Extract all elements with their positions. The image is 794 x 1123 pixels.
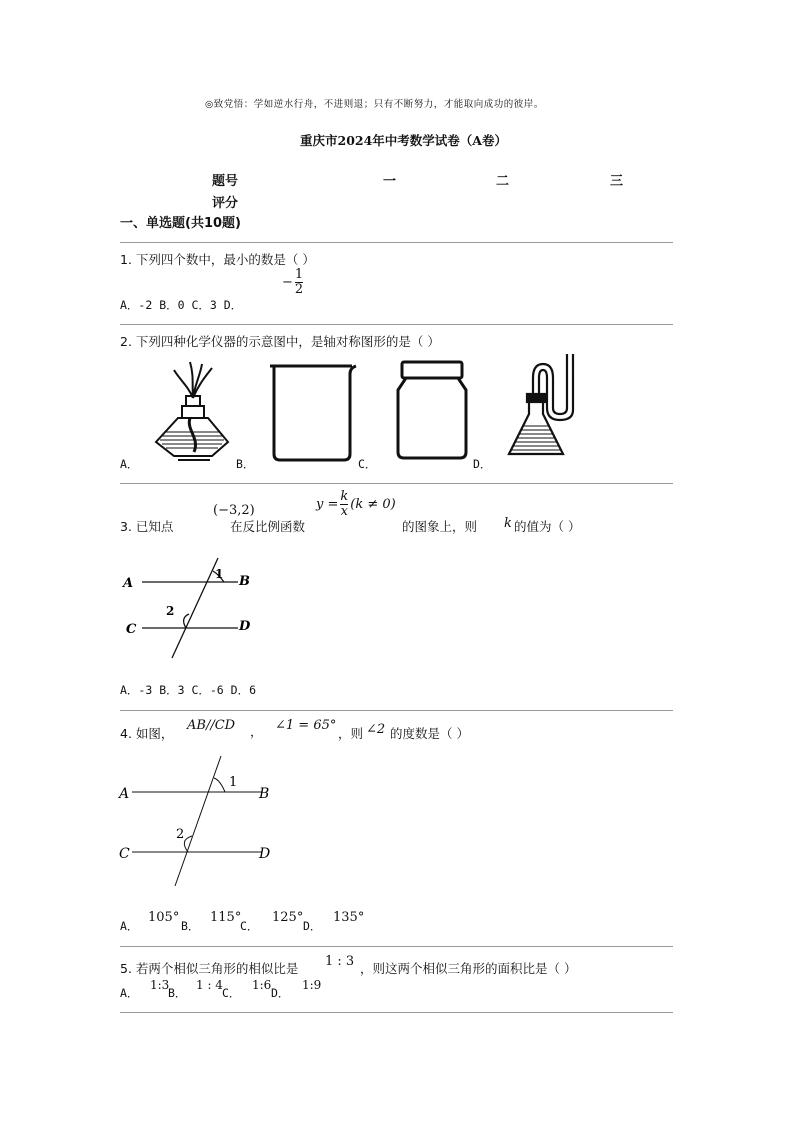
divider — [120, 483, 673, 484]
question-4-condition-2: ∠1 = 65° — [275, 718, 337, 733]
flask-with-tube-figure — [503, 350, 583, 464]
function-condition: (k ≠ 0) — [350, 496, 396, 512]
question-5-option-d: 1:9 — [302, 978, 322, 992]
alcohol-lamp-figure — [150, 356, 240, 464]
question-4-separator: ， — [250, 724, 263, 739]
question-4-stem-a: 4. 如图， — [120, 726, 174, 741]
function-lhs: y = — [316, 496, 339, 512]
figure-label-a: A — [119, 786, 130, 802]
reagent-bottle-figure — [392, 358, 472, 464]
figure-label-d: D — [259, 846, 271, 862]
question-3-stem-b: 在反比例函数 — [230, 519, 306, 534]
question-4-angle: ∠2 — [366, 722, 386, 737]
question-2-stem: 2. 下列四种化学仪器的示意图中，是轴对称图形的是（ ） — [120, 334, 440, 349]
question-5-option-a: 1:3 — [150, 978, 170, 992]
figure-label-c: C — [126, 622, 137, 637]
question-3-stem-d: 的值为（ ） — [514, 519, 581, 534]
figure-label-d: D — [239, 619, 251, 634]
score-table-row-label-score: 评分 — [212, 196, 239, 211]
question-2-label-d: D． — [473, 457, 492, 471]
question-3-stem-c: 的图象上，则 — [402, 519, 478, 534]
function-numerator: k — [340, 489, 349, 504]
parallel-lines-figure — [112, 754, 282, 890]
question-5-ratio: 1 : 3 — [325, 954, 355, 969]
figure-label-b: B — [259, 786, 270, 802]
question-3-point: (−3,2) — [213, 503, 255, 518]
question-5-option-d-letter: D． — [271, 986, 290, 1000]
question-5-stem-b: ，则这两个相似三角形的面积比是（ ） — [360, 961, 577, 976]
motto: ◎致党悟：学如逆水行舟，不进则退；只有不断努力，才能取向成功的彼岸。 — [205, 99, 544, 110]
divider — [120, 946, 673, 947]
question-2-label-c: C． — [358, 457, 377, 471]
question-4-option-d-letter: D． — [303, 919, 322, 933]
question-3-stem-a: 3. 已知点 — [120, 519, 174, 534]
fraction-sign: − — [282, 274, 293, 290]
figure-label-a: A — [123, 576, 134, 591]
question-5-option-c-letter: C． — [222, 986, 241, 1000]
question-4-option-d: 135° — [333, 910, 365, 925]
question-4-option-a: 105° — [148, 910, 180, 925]
angle-label-1: 1 — [229, 775, 238, 790]
score-table-col-3: 三 — [610, 174, 624, 189]
question-1-stem: 1. 下列四个数中，最小的数是（ ） — [120, 252, 315, 267]
question-4-option-a-letter: A． — [120, 919, 139, 933]
divider — [120, 324, 673, 325]
divider — [120, 242, 673, 243]
divider — [120, 710, 673, 711]
question-5-option-b: 1 : 4 — [196, 978, 223, 992]
divider — [120, 1012, 673, 1013]
score-table-col-2: 二 — [496, 174, 510, 189]
angle-label-2: 2 — [166, 604, 175, 618]
question-4-stem-c: 的度数是（ ） — [390, 726, 469, 741]
fraction-numerator: 1 — [294, 267, 304, 282]
question-5-option-a-letter: A． — [120, 986, 139, 1000]
question-1-options: A．-2 B．0 C．3 D． — [120, 298, 243, 312]
question-4-option-c-letter: C． — [240, 919, 259, 933]
fraction-denominator: 2 — [294, 281, 304, 297]
question-4-option-b: 115° — [210, 910, 242, 925]
function-denominator: x — [340, 503, 348, 519]
question-5-option-c: 1:6 — [252, 978, 272, 992]
question-3-options: A．-3 B．3 C．-6 D．6 — [120, 683, 257, 697]
angle-label-1: 1 — [215, 567, 224, 581]
section-heading: 一、单选题(共10题) — [120, 216, 241, 231]
question-4-option-c: 125° — [272, 910, 304, 925]
question-3-variable: k — [504, 516, 512, 531]
question-4-option-b-letter: B． — [181, 919, 200, 933]
question-5-stem-a: 5. 若两个相似三角形的相似比是 — [120, 961, 299, 976]
exam-title: 重庆市2024年中考数学试卷（A卷） — [300, 133, 507, 148]
question-2-label-b: B． — [236, 457, 255, 471]
question-1-fraction — [282, 268, 303, 296]
question-4-stem-b: ，则 — [338, 726, 364, 741]
question-2-label-a: A． — [120, 457, 139, 471]
question-3-function — [316, 490, 396, 518]
question-4-condition-1: AB//CD — [187, 718, 236, 733]
beaker-figure — [266, 362, 358, 464]
score-table-col-1: 一 — [383, 174, 397, 189]
score-table-row-label-number: 题号 — [212, 174, 239, 189]
figure-label-b: B — [239, 574, 250, 589]
question-5-option-b-letter: B． — [168, 986, 187, 1000]
angle-label-2: 2 — [176, 827, 185, 842]
figure-label-c: C — [119, 846, 130, 862]
parallel-lines-figure-bold — [120, 554, 270, 664]
